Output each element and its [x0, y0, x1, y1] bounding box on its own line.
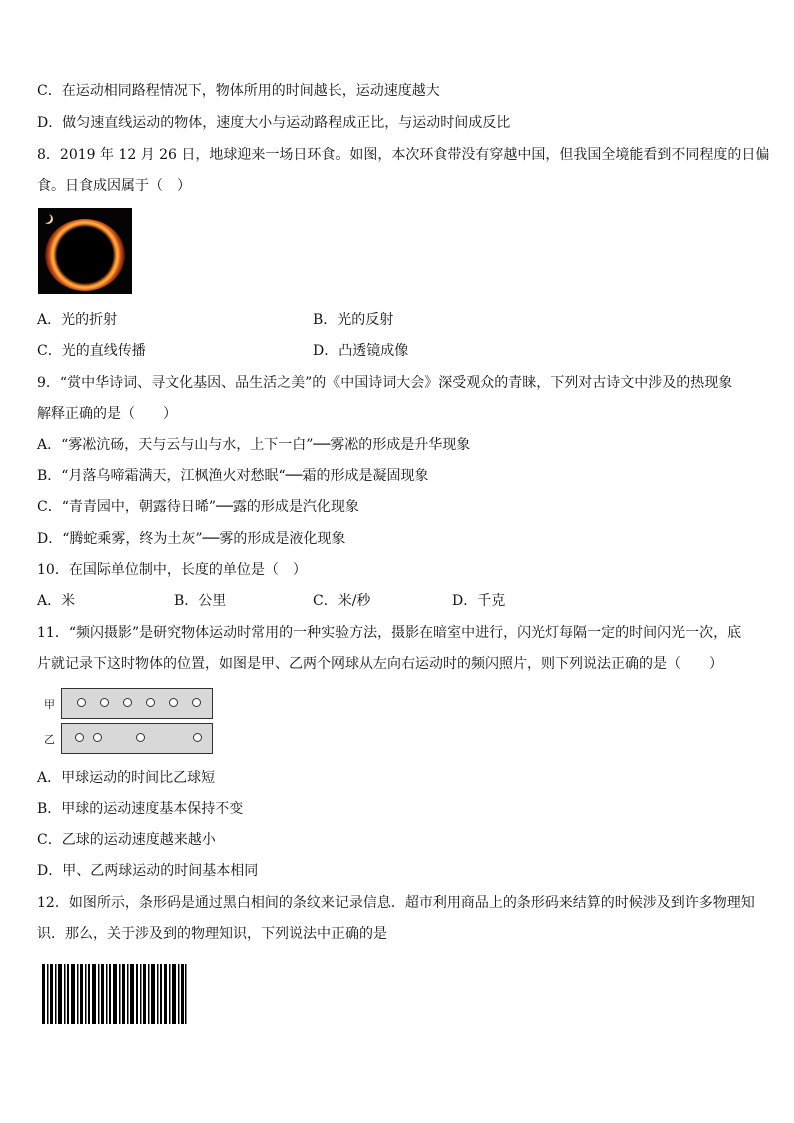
q8-option-c: C．光的直线传播	[37, 343, 146, 359]
q8-stem-line1: 8．2019 年 12 月 26 日，地球迎来一场日环食。如图，本次环食带没有穿越中国，但我国全境能看到不同程度的日偏	[37, 147, 770, 163]
solar-eclipse-image	[38, 208, 132, 294]
q10-option-c: C．米/秒	[313, 593, 371, 609]
q11-stem-line2: 片就记录下这时物体的位置，如图是甲、乙两个网球从左向右运动时的频闪照片，则下列说法正确的是（ ）	[37, 656, 723, 672]
strobe-label-jia: 甲	[44, 698, 55, 711]
q9-option-d: D．“腾蛇乘雾，终为土灰”──雾的形成是液化现象	[37, 531, 346, 547]
strobe-photo-jia	[61, 688, 213, 719]
ball	[75, 733, 84, 742]
q8-stem-line2: 食。日食成因属于（ ）	[37, 178, 191, 194]
q11-stem-line1: 11．“频闪摄影”是研究物体运动时常用的一种实验方法，摄影在暗室中进行，闪光灯每隔一定的时间闪光一次，底	[37, 625, 742, 641]
q8-option-d: D．凸透镜成像	[313, 343, 409, 359]
q12-stem-line2: 识．那么，关于涉及到的物理知识，下列说法中正确的是	[37, 926, 387, 942]
q10-option-a: A．米	[37, 593, 76, 609]
q11-option-a: A．甲球运动的时间比乙球短	[37, 770, 216, 786]
q11-option-b: B．甲球的运动速度基本保持不变	[37, 801, 244, 817]
ball	[192, 698, 201, 707]
ball	[136, 733, 145, 742]
ball	[100, 698, 109, 707]
q9-option-b: B．“月落乌啼霜满天，江枫渔火对愁眠“──霜的形成是凝固现象	[37, 468, 429, 484]
q8-option-a: A．光的折射	[37, 312, 118, 328]
q10-stem: 10．在国际单位制中，长度的单位是（ ）	[37, 562, 307, 578]
q9-stem-line1: 9．“赏中华诗词、寻文化基因、品生活之美”的《中国诗词大会》深受观众的青睐，下列对古诗文中涉及的热现象	[37, 375, 733, 391]
strobe-label-yi: 乙	[44, 733, 55, 746]
q11-option-c: C．乙球的运动速度越来越小	[37, 832, 216, 848]
q10-option-b: B．公里	[174, 593, 227, 609]
strobe-photo-yi	[61, 723, 213, 754]
q9-option-a: A．“雾凇沆砀，天与云与山与水，上下一白”──雾凇的形成是升华现象	[37, 437, 471, 453]
q8-option-b: B．光的反射	[313, 312, 394, 328]
q7-option-d: D．做匀速直线运动的物体，速度大小与运动路程成正比，与运动时间成反比	[37, 115, 511, 131]
ball	[93, 733, 102, 742]
q12-stem-line1: 12．如图所示，条形码是通过黑白相间的条纹来记录信息．超市利用商品上的条形码来结算的时候涉及到许多物理知	[37, 895, 755, 911]
q7-option-c: C．在运动相同路程情况下，物体所用的时间越长，运动速度越大	[37, 83, 440, 99]
q11-option-d: D．甲、乙两球运动的时间基本相同	[37, 863, 259, 879]
q9-option-c: C．“青青园中，朝露待日晞”──露的形成是汽化现象	[37, 499, 359, 515]
ball	[193, 733, 202, 742]
ball	[77, 698, 86, 707]
barcode-image	[42, 962, 188, 1026]
ball	[169, 698, 178, 707]
ball	[123, 698, 132, 707]
ball	[146, 698, 155, 707]
q10-option-d: D．千克	[452, 593, 506, 609]
crescent-moon	[41, 213, 51, 223]
q9-stem-line2: 解释正确的是（ ）	[37, 406, 177, 422]
eclipse-ring	[45, 219, 125, 291]
